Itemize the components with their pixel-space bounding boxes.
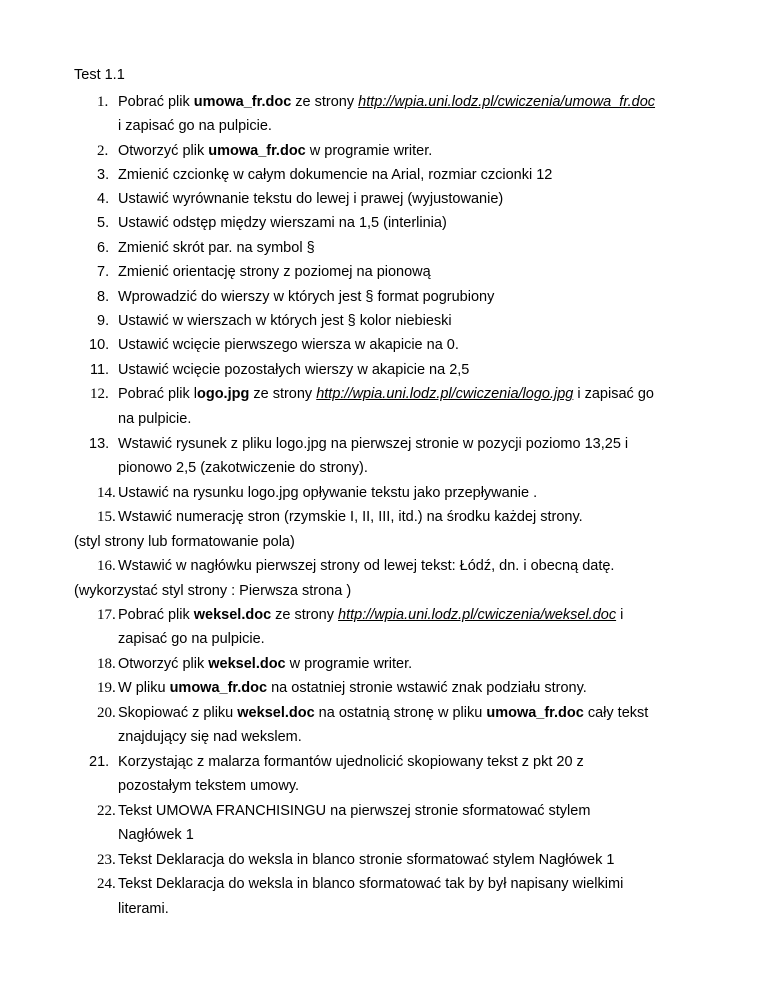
item-number: 14. [97, 485, 116, 501]
list-item: Skopiować z pliku weksel.doc na ostatnią stronę w pliku umowa_fr.doc cały tekst [118, 705, 649, 721]
item-number: 7. [97, 264, 110, 280]
document-title: Test 1.1 [74, 67, 125, 83]
list-item: Ustawić na rysunku logo.jpg opływanie tekstu jako przepływanie . [118, 485, 538, 501]
item-number: 13. [89, 436, 110, 452]
item-number: 23. [97, 852, 116, 868]
item-number: 6. [97, 240, 110, 256]
item-number: 15. [97, 509, 116, 525]
item-number: 24. [97, 876, 116, 892]
list-item: Pobrać plik umowa_fr.doc ze strony http://wpia.uni.lodz.pl/cwiczenia/umowa_fr.doc [118, 94, 656, 110]
list-item-continuation: pionowo 2,5 (zakotwiczenie do strony). [118, 460, 368, 476]
list-item: Korzystając z malarza formantów ujednolicić skopiowany tekst z pkt 20 z [118, 754, 584, 770]
item-number: 22. [97, 803, 116, 819]
list-item: Ustawić w wierszach w których jest § kolor niebieski [118, 313, 452, 329]
list-item-continuation: znajdujący się nad wekslem. [118, 729, 302, 745]
item-number: 19. [97, 680, 116, 696]
item-number: 3. [97, 167, 110, 183]
list-item: Pobrać plik weksel.doc ze strony http://wpia.uni.lodz.pl/cwiczenia/weksel.doc i [118, 607, 624, 623]
list-item: Wstawić rysunek z pliku logo.jpg na pierwszej stronie w pozycji poziomo 13,25 i [118, 436, 629, 452]
list-item: Ustawić wcięcie pozostałych wierszy w akapicie na 2,5 [118, 362, 470, 378]
list-item: Tekst UMOWA FRANCHISINGU na pierwszej stronie sformatować stylem [118, 803, 591, 819]
list-item-note: (wykorzystać styl strony : Pierwsza strona ) [74, 583, 352, 599]
list-item: Ustawić odstęp między wierszami na 1,5 (interlinia) [118, 215, 447, 231]
item-number: 21. [89, 754, 110, 770]
item-number: 9. [97, 313, 110, 329]
list-item: Ustawić wcięcie pierwszego wiersza w akapicie na 0. [118, 337, 459, 353]
list-item-continuation: literami. [118, 901, 169, 917]
list-item: Zmienić skrót par. na symbol § [118, 240, 315, 256]
list-item: Tekst Deklaracja do weksla in blanco sformatować tak by był napisany wielkimi [118, 876, 624, 892]
item-number: 10. [89, 337, 110, 353]
item-number: 8. [97, 289, 110, 305]
list-item: Zmienić czcionkę w całym dokumencie na Arial, rozmiar czcionki 12 [118, 167, 553, 183]
list-item-continuation: Nagłówek 1 [118, 827, 194, 843]
list-item-note: (styl strony lub formatowanie pola) [74, 534, 295, 550]
item-number: 20. [97, 705, 116, 721]
item-number: 1. [97, 94, 109, 110]
item-number: 11. [90, 362, 110, 378]
list-item: Pobrać plik logo.jpg ze strony http://wpia.uni.lodz.pl/cwiczenia/logo.jpg i zapisać go [118, 386, 654, 402]
list-item: Tekst Deklaracja do weksla in blanco stronie sformatować stylem Nagłówek 1 [118, 852, 615, 868]
list-item: Ustawić wyrównanie tekstu do lewej i prawej (wyjustowanie) [118, 191, 504, 207]
list-item: Wstawić w nagłówku pierwszej strony od lewej tekst: Łódź, dn. i obecną datę. [118, 558, 615, 574]
item-number: 2. [97, 143, 109, 159]
list-item: W pliku umowa_fr.doc na ostatniej stronie wstawić znak podziału strony. [118, 680, 587, 696]
item-number: 4. [97, 191, 110, 207]
item-number: 5. [97, 215, 110, 231]
list-item-continuation: zapisać go na pulpicie. [118, 631, 265, 647]
list-item: Wstawić numerację stron (rzymskie I, II, III, itd.) na środku każdej strony. [118, 509, 583, 525]
item-number: 18. [97, 656, 116, 672]
list-item-continuation: i zapisać go na pulpicie. [118, 118, 272, 134]
list-item: Otworzyć plik weksel.doc w programie writer. [118, 656, 413, 672]
url-link[interactable]: http://wpia.uni.lodz.pl/cwiczenia/logo.jpg [316, 386, 574, 402]
item-number: 17. [97, 607, 116, 623]
url-link[interactable]: http://wpia.uni.lodz.pl/cwiczenia/umowa_fr.doc [358, 94, 656, 110]
list-item: Otworzyć plik umowa_fr.doc w programie writer. [118, 143, 433, 159]
list-item-continuation: na pulpicie. [118, 411, 192, 427]
list-item: Zmienić orientację strony z poziomej na pionową [118, 264, 431, 280]
item-number: 16. [97, 558, 116, 574]
list-item-continuation: pozostałym tekstem umowy. [118, 778, 300, 794]
list-item: Wprowadzić do wierszy w których jest § format pogrubiony [118, 289, 495, 305]
item-number: 12. [90, 386, 109, 402]
url-link[interactable]: http://wpia.uni.lodz.pl/cwiczenia/weksel.doc [338, 607, 617, 623]
